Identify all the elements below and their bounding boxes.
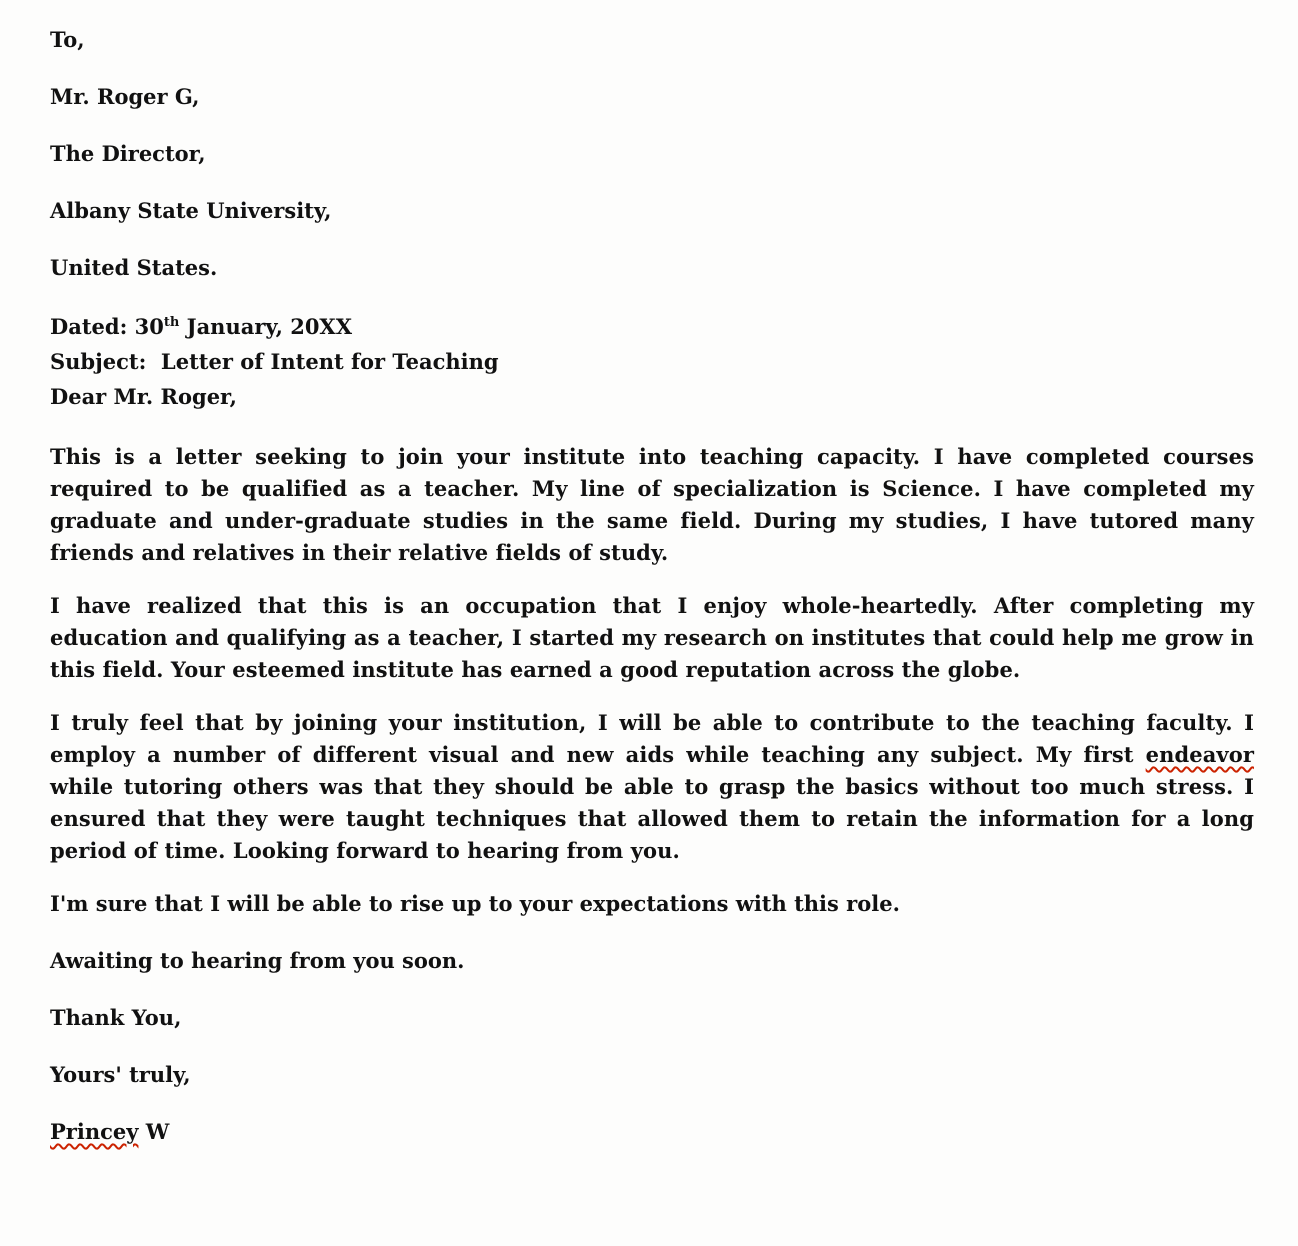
paragraph-3-text-after: while tutoring others was that they should be able to grasp the basics without too much stress. I ensured that they were taught techniques that allowed them to retain the information for a long period of time. Looking forward to hearing from you. (50, 774, 1254, 863)
salutation: Dear Mr. Roger, (50, 384, 237, 409)
paragraph-3-text-before: I truly feel that by joining your institution, I will be able to contribute to the teaching faculty. I employ a number of different visual and new aids while teaching any subject. My first (50, 710, 1254, 767)
thank-you-line: Thank You, (50, 1005, 182, 1030)
date-line (50, 309, 1254, 344)
date-suffix: January, 20XX (179, 314, 353, 339)
recipient-block (50, 24, 1254, 284)
signature-name: Princey (50, 1119, 139, 1144)
closing-block (50, 1002, 1254, 1148)
misspelled-word-endeavor: endeavor (1145, 742, 1254, 767)
paragraph-2: I have realized that this is an occupation that I enjoy whole-heartedly. After completing my education and qualifying as a teacher, I started my research on institutes that could help me grow in this field. Your esteemed institute has earned a good reputation across the globe. (50, 593, 1254, 682)
meta-block (50, 309, 1254, 414)
recipient-line-name: Mr. Roger G, (50, 84, 200, 109)
paragraph-1: This is a letter seeking to join your institute into teaching capacity. I have completed courses required to be qualified as a teacher. My line of specialization is Science. I have completed my graduate and under-graduate studies in the same field. During my studies, I have tutored many friends and relatives in their relative fields of study. (50, 444, 1254, 565)
date-prefix: Dated: 30 (50, 314, 164, 339)
signature-initial: W (138, 1119, 170, 1144)
recipient-line-to: To, (50, 27, 85, 52)
recipient-line-country: United States. (50, 255, 218, 280)
signature-line (50, 1116, 1254, 1148)
subject-line: Subject: Letter of Intent for Teaching (50, 349, 499, 374)
recipient-line-university: Albany State University, (50, 198, 332, 223)
recipient-line-title: The Director, (50, 141, 206, 166)
paragraph-5: Awaiting to hearing from you soon. (50, 948, 465, 973)
ordinal-suffix: th (163, 315, 180, 330)
yours-truly-line: Yours' truly, (50, 1062, 191, 1087)
paragraph-4: I'm sure that I will be able to rise up to your expectations with this role. (50, 891, 900, 916)
paragraph-3 (50, 707, 1254, 867)
